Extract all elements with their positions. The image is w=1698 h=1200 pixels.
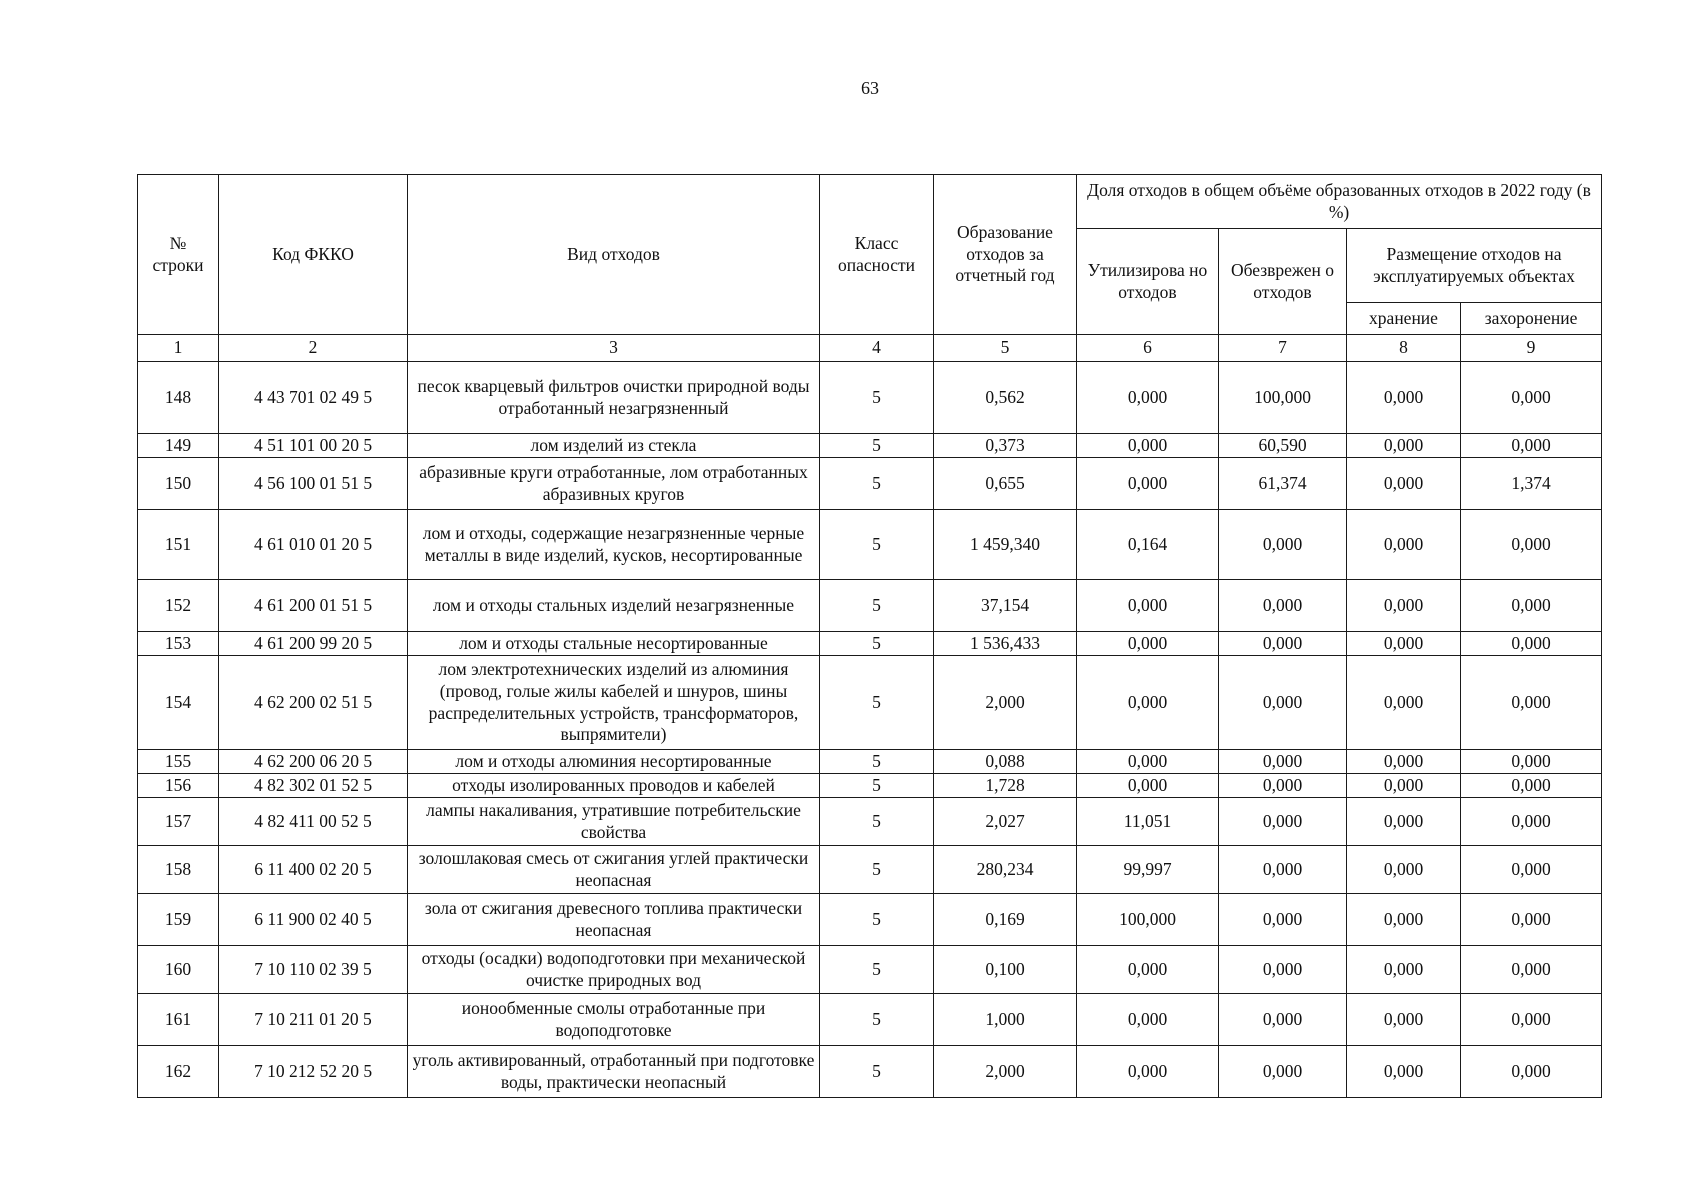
generated-amount: 0,088	[934, 750, 1077, 774]
storage-share: 0,000	[1347, 510, 1461, 580]
utilized-share: 100,000	[1077, 894, 1219, 946]
header-waste-type: Вид отходов	[408, 175, 820, 335]
table-row	[138, 994, 1602, 1046]
utilized-share: 0,000	[1077, 434, 1219, 458]
generated-amount: 1,000	[934, 994, 1077, 1046]
row-number: 156	[138, 774, 219, 798]
table-row	[138, 510, 1602, 580]
column-number: 7	[1219, 335, 1347, 362]
utilized-share: 0,000	[1077, 774, 1219, 798]
storage-share: 0,000	[1347, 632, 1461, 656]
hazard-class: 5	[820, 894, 934, 946]
header-placement-group: Размещение отходов на эксплуатируемых объектах	[1347, 229, 1602, 303]
storage-share: 0,000	[1347, 580, 1461, 632]
table-row	[138, 656, 1602, 750]
header-neutralized: Обезврежен о отходов	[1219, 229, 1347, 335]
row-number: 155	[138, 750, 219, 774]
row-number: 157	[138, 798, 219, 846]
utilized-share: 0,000	[1077, 750, 1219, 774]
row-number: 152	[138, 580, 219, 632]
fkko-code: 4 56 100 01 51 5	[219, 458, 408, 510]
table-row	[138, 894, 1602, 946]
neutralized-share: 0,000	[1219, 510, 1347, 580]
storage-share: 0,000	[1347, 362, 1461, 434]
hazard-class: 5	[820, 434, 934, 458]
page-number: 63	[861, 78, 879, 98]
row-number: 159	[138, 894, 219, 946]
neutralized-share: 0,000	[1219, 894, 1347, 946]
neutralized-share: 0,000	[1219, 580, 1347, 632]
fkko-code: 4 43 701 02 49 5	[219, 362, 408, 434]
hazard-class: 5	[820, 1046, 934, 1098]
neutralized-share: 60,590	[1219, 434, 1347, 458]
table-row	[138, 846, 1602, 894]
generated-amount: 1 536,433	[934, 632, 1077, 656]
storage-share: 0,000	[1347, 994, 1461, 1046]
waste-table	[137, 174, 1602, 1098]
fkko-code: 4 61 200 01 51 5	[219, 580, 408, 632]
burial-share: 0,000	[1461, 656, 1602, 750]
waste-type: абразивные круги отработанные, лом отработанных абразивных кругов	[408, 458, 820, 510]
fkko-code: 4 61 010 01 20 5	[219, 510, 408, 580]
row-number: 153	[138, 632, 219, 656]
generated-amount: 0,373	[934, 434, 1077, 458]
generated-amount: 1 459,340	[934, 510, 1077, 580]
neutralized-share: 0,000	[1219, 632, 1347, 656]
generated-amount: 2,027	[934, 798, 1077, 846]
neutralized-share: 0,000	[1219, 1046, 1347, 1098]
fkko-code: 4 62 200 06 20 5	[219, 750, 408, 774]
burial-share: 0,000	[1461, 994, 1602, 1046]
hazard-class: 5	[820, 510, 934, 580]
neutralized-share: 0,000	[1219, 994, 1347, 1046]
waste-type: лампы накаливания, утратившие потребительские свойства	[408, 798, 820, 846]
fkko-code: 7 10 212 52 20 5	[219, 1046, 408, 1098]
burial-share: 0,000	[1461, 894, 1602, 946]
hazard-class: 5	[820, 362, 934, 434]
table-row	[138, 798, 1602, 846]
utilized-share: 0,000	[1077, 632, 1219, 656]
table-body	[138, 362, 1602, 1098]
hazard-class: 5	[820, 946, 934, 994]
fkko-code: 6 11 900 02 40 5	[219, 894, 408, 946]
hazard-class: 5	[820, 774, 934, 798]
utilized-share: 11,051	[1077, 798, 1219, 846]
header-share-group: Доля отходов в общем объёме образованных отходов в 2022 году (в %)	[1077, 175, 1602, 229]
column-number: 8	[1347, 335, 1461, 362]
burial-share: 0,000	[1461, 510, 1602, 580]
hazard-class: 5	[820, 656, 934, 750]
waste-type: лом изделий из стекла	[408, 434, 820, 458]
row-number: 148	[138, 362, 219, 434]
row-number: 160	[138, 946, 219, 994]
table-row	[138, 362, 1602, 434]
header-generated: Образование отходов за отчетный год	[934, 175, 1077, 335]
waste-type: лом и отходы алюминия несортированные	[408, 750, 820, 774]
waste-type: лом и отходы стальные несортированные	[408, 632, 820, 656]
generated-amount: 0,169	[934, 894, 1077, 946]
fkko-code: 7 10 110 02 39 5	[219, 946, 408, 994]
burial-share: 0,000	[1461, 434, 1602, 458]
waste-type: ионообменные смолы отработанные при водоподготовке	[408, 994, 820, 1046]
utilized-share: 0,000	[1077, 362, 1219, 434]
table-row	[138, 580, 1602, 632]
hazard-class: 5	[820, 750, 934, 774]
waste-type: лом и отходы стальных изделий незагрязненные	[408, 580, 820, 632]
row-number: 154	[138, 656, 219, 750]
waste-type: отходы (осадки) водоподготовки при механической очистке природных вод	[408, 946, 820, 994]
neutralized-share: 0,000	[1219, 946, 1347, 994]
fkko-code: 4 62 200 02 51 5	[219, 656, 408, 750]
fkko-code: 4 61 200 99 20 5	[219, 632, 408, 656]
storage-share: 0,000	[1347, 434, 1461, 458]
waste-type: песок кварцевый фильтров очистки природной воды отработанный незагрязненный	[408, 362, 820, 434]
hazard-class: 5	[820, 798, 934, 846]
storage-share: 0,000	[1347, 458, 1461, 510]
hazard-class: 5	[820, 580, 934, 632]
burial-share: 0,000	[1461, 946, 1602, 994]
burial-share: 1,374	[1461, 458, 1602, 510]
table-row	[138, 750, 1602, 774]
burial-share: 0,000	[1461, 750, 1602, 774]
table-row	[138, 1046, 1602, 1098]
waste-type: уголь активированный, отработанный при подготовке воды, практически неопасный	[408, 1046, 820, 1098]
generated-amount: 0,562	[934, 362, 1077, 434]
row-number: 151	[138, 510, 219, 580]
generated-amount: 0,100	[934, 946, 1077, 994]
generated-amount: 280,234	[934, 846, 1077, 894]
column-number: 1	[138, 335, 219, 362]
header-burial: захоронение	[1461, 303, 1602, 335]
utilized-share: 0,164	[1077, 510, 1219, 580]
utilized-share: 0,000	[1077, 458, 1219, 510]
column-number-row	[138, 335, 1602, 362]
neutralized-share: 0,000	[1219, 656, 1347, 750]
column-number: 9	[1461, 335, 1602, 362]
neutralized-share: 0,000	[1219, 774, 1347, 798]
fkko-code: 4 82 411 00 52 5	[219, 798, 408, 846]
column-number: 5	[934, 335, 1077, 362]
hazard-class: 5	[820, 632, 934, 656]
header-code: Код ФККО	[219, 175, 408, 335]
row-number: 150	[138, 458, 219, 510]
storage-share: 0,000	[1347, 894, 1461, 946]
neutralized-share: 61,374	[1219, 458, 1347, 510]
table-row	[138, 458, 1602, 510]
fkko-code: 7 10 211 01 20 5	[219, 994, 408, 1046]
storage-share: 0,000	[1347, 750, 1461, 774]
row-number: 161	[138, 994, 219, 1046]
table-row	[138, 434, 1602, 458]
storage-share: 0,000	[1347, 946, 1461, 994]
waste-type: лом и отходы, содержащие незагрязненные черные металлы в виде изделий, кусков, несортированные	[408, 510, 820, 580]
waste-type: зола от сжигания древесного топлива практически неопасная	[408, 894, 820, 946]
row-number: 162	[138, 1046, 219, 1098]
neutralized-share: 0,000	[1219, 750, 1347, 774]
column-number: 3	[408, 335, 820, 362]
burial-share: 0,000	[1461, 580, 1602, 632]
column-number: 6	[1077, 335, 1219, 362]
row-number: 158	[138, 846, 219, 894]
column-number: 4	[820, 335, 934, 362]
burial-share: 0,000	[1461, 774, 1602, 798]
header-row-no: № строки	[138, 175, 219, 335]
neutralized-share: 0,000	[1219, 798, 1347, 846]
header-storage: хранение	[1347, 303, 1461, 335]
burial-share: 0,000	[1461, 362, 1602, 434]
neutralized-share: 100,000	[1219, 362, 1347, 434]
generated-amount: 2,000	[934, 1046, 1077, 1098]
waste-type: лом электротехнических изделий из алюминия (провод, голые жилы кабелей и шнуров, шины распределительных устройств, трансформаторов, выпрямители)	[408, 656, 820, 750]
table-row	[138, 632, 1602, 656]
waste-type: золошлаковая смесь от сжигания углей практически неопасная	[408, 846, 820, 894]
hazard-class: 5	[820, 994, 934, 1046]
header-hazard-class: Класс опасности	[820, 175, 934, 335]
burial-share: 0,000	[1461, 632, 1602, 656]
storage-share: 0,000	[1347, 846, 1461, 894]
storage-share: 0,000	[1347, 1046, 1461, 1098]
burial-share: 0,000	[1461, 846, 1602, 894]
storage-share: 0,000	[1347, 774, 1461, 798]
waste-type: отходы изолированных проводов и кабелей	[408, 774, 820, 798]
utilized-share: 0,000	[1077, 656, 1219, 750]
generated-amount: 37,154	[934, 580, 1077, 632]
utilized-share: 0,000	[1077, 946, 1219, 994]
hazard-class: 5	[820, 458, 934, 510]
utilized-share: 0,000	[1077, 994, 1219, 1046]
generated-amount: 2,000	[934, 656, 1077, 750]
neutralized-share: 0,000	[1219, 846, 1347, 894]
table-row	[138, 774, 1602, 798]
utilized-share: 99,997	[1077, 846, 1219, 894]
row-number: 149	[138, 434, 219, 458]
table-row	[138, 946, 1602, 994]
header-utilized: Утилизирова но отходов	[1077, 229, 1219, 335]
storage-share: 0,000	[1347, 656, 1461, 750]
fkko-code: 4 51 101 00 20 5	[219, 434, 408, 458]
generated-amount: 1,728	[934, 774, 1077, 798]
utilized-share: 0,000	[1077, 580, 1219, 632]
burial-share: 0,000	[1461, 798, 1602, 846]
hazard-class: 5	[820, 846, 934, 894]
fkko-code: 4 82 302 01 52 5	[219, 774, 408, 798]
column-number: 2	[219, 335, 408, 362]
burial-share: 0,000	[1461, 1046, 1602, 1098]
storage-share: 0,000	[1347, 798, 1461, 846]
utilized-share: 0,000	[1077, 1046, 1219, 1098]
fkko-code: 6 11 400 02 20 5	[219, 846, 408, 894]
generated-amount: 0,655	[934, 458, 1077, 510]
